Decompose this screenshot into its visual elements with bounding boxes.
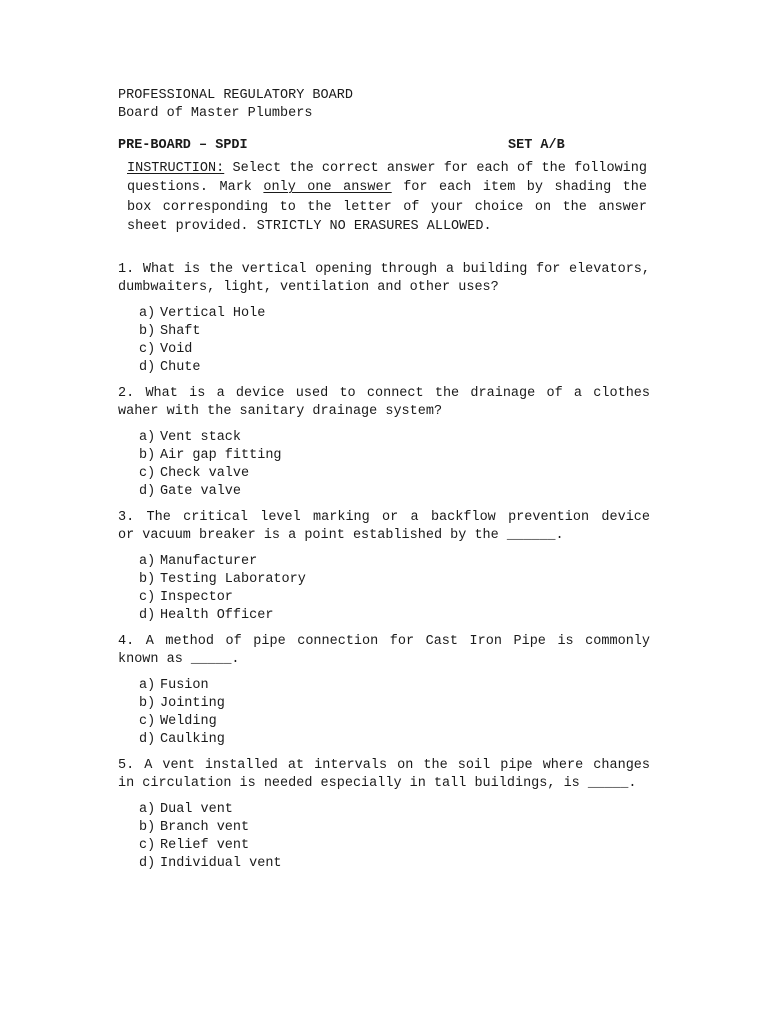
question-text: [118, 385, 650, 421]
choice-text: Inspector: [160, 590, 233, 605]
question-text: [118, 633, 650, 669]
board-name: PROFESSIONAL REGULATORY BOARD: [118, 88, 353, 103]
choice-text: Health Officer: [160, 608, 274, 623]
question-text: [118, 261, 650, 297]
choice-letter: d): [139, 360, 156, 375]
answer-choices: [118, 677, 650, 749]
choice-letter: d): [139, 732, 156, 747]
choice-letter: a): [139, 802, 156, 817]
choice-letter: b): [139, 448, 156, 463]
answer-choice: [139, 731, 650, 749]
question-text-line: in circulation is needed especially in tall buildings, is _____.: [118, 776, 637, 791]
answer-choice: [139, 483, 650, 501]
choice-text: Vent stack: [160, 430, 242, 445]
question-item: [118, 509, 650, 625]
choice-letter: c): [139, 838, 156, 853]
answer-choices: [118, 553, 650, 625]
instruction-line-2: [127, 178, 647, 197]
choice-letter: c): [139, 466, 156, 481]
question-text-line: 4. A method of pipe connection for Cast Iron Pipe is commonly: [118, 634, 650, 649]
choice-text: Individual vent: [160, 856, 282, 871]
choice-letter: d): [139, 608, 156, 623]
question-list: [118, 261, 650, 881]
choice-letter: a): [139, 306, 156, 321]
question-item: [118, 757, 650, 873]
answer-choices: [118, 305, 650, 377]
answer-choice: [139, 837, 650, 855]
choice-letter: d): [139, 856, 156, 871]
instruction-line-4: sheet provided. STRICTLY NO ERASURES ALLOWED.: [127, 218, 492, 234]
choice-text: Branch vent: [160, 820, 250, 835]
choice-text: Chute: [160, 360, 201, 375]
question-text-line: dumbwaiters, light, ventilation and other uses?: [118, 280, 499, 295]
answer-choice: [139, 359, 650, 377]
question-text-line: or vacuum breaker is a point established by the ______.: [118, 528, 564, 543]
answer-choice: [139, 305, 650, 323]
question-text-line: 2. What is a device used to connect the drainage of a clothes: [118, 386, 650, 401]
question-text-line: 1. What is the vertical opening through a building for elevators,: [118, 262, 650, 277]
subboard-name: Board of Master Plumbers: [118, 106, 313, 121]
choice-letter: d): [139, 484, 156, 499]
choice-letter: c): [139, 590, 156, 605]
answer-choices: [118, 429, 650, 501]
answer-choice: [139, 695, 650, 713]
choice-text: Welding: [160, 714, 217, 729]
question-item: [118, 385, 650, 501]
answer-choice: [139, 429, 650, 447]
answer-choice: [139, 447, 650, 465]
answer-choices: [118, 801, 650, 873]
choice-letter: a): [139, 678, 156, 693]
choice-text: Jointing: [160, 696, 225, 711]
choice-text: Gate valve: [160, 484, 242, 499]
answer-choice: [139, 341, 650, 359]
choice-text: Relief vent: [160, 838, 250, 853]
question-item: [118, 633, 650, 749]
choice-text: Vertical Hole: [160, 306, 266, 321]
instruction-line-1-text: Select the correct answer for each of the following: [224, 161, 647, 176]
question-text-line: known as _____.: [118, 652, 240, 667]
question-text-line: waher with the sanitary drainage system?: [118, 404, 443, 419]
choice-letter: b): [139, 572, 156, 587]
instruction-line-2-pre: questions. Mark: [127, 180, 264, 196]
answer-choice: [139, 819, 650, 837]
instruction-line-2-post: for each item by shading the: [391, 180, 647, 196]
answer-choice: [139, 465, 650, 483]
instruction-emphasis: only one answer: [263, 180, 392, 196]
question-text-line: 5. A vent installed at intervals on the soil pipe where changes: [118, 758, 650, 773]
choice-text: Manufacturer: [160, 554, 258, 569]
document-header: [118, 87, 353, 123]
choice-letter: b): [139, 820, 156, 835]
answer-choice: [139, 713, 650, 731]
choice-text: Fusion: [160, 678, 209, 693]
choice-text: Dual vent: [160, 802, 233, 817]
exam-title: PRE-BOARD – SPDI: [118, 138, 248, 153]
instruction-label: INSTRUCTION:: [127, 161, 225, 176]
answer-choice: [139, 801, 650, 819]
answer-choice: [139, 323, 650, 341]
choice-letter: a): [139, 554, 156, 569]
choice-letter: b): [139, 696, 156, 711]
choice-text: Check valve: [160, 466, 250, 481]
choice-text: Caulking: [160, 732, 225, 747]
question-text: [118, 509, 650, 545]
answer-choice: [139, 855, 650, 873]
answer-choice: [139, 677, 650, 695]
choice-letter: b): [139, 324, 156, 339]
exam-set: SET A/B: [508, 138, 565, 153]
question-text: [118, 757, 650, 793]
answer-choice: [139, 589, 650, 607]
choice-letter: c): [139, 342, 156, 357]
answer-choice: [139, 607, 650, 625]
question-text-line: 3. The critical level marking or a backflow prevention device: [118, 510, 650, 525]
answer-choice: [139, 553, 650, 571]
answer-choice: [139, 571, 650, 589]
choice-text: Shaft: [160, 324, 201, 339]
instruction-line-3: box corresponding to the letter of your choice on the answer: [127, 199, 647, 215]
exam-title-row: [118, 137, 658, 155]
question-item: [118, 261, 650, 377]
instruction-block: [127, 159, 647, 236]
choice-letter: a): [139, 430, 156, 445]
choice-text: Void: [160, 342, 193, 357]
choice-text: Air gap fitting: [160, 448, 282, 463]
choice-letter: c): [139, 714, 156, 729]
choice-text: Testing Laboratory: [160, 572, 306, 587]
instruction-line-1: [127, 159, 647, 178]
